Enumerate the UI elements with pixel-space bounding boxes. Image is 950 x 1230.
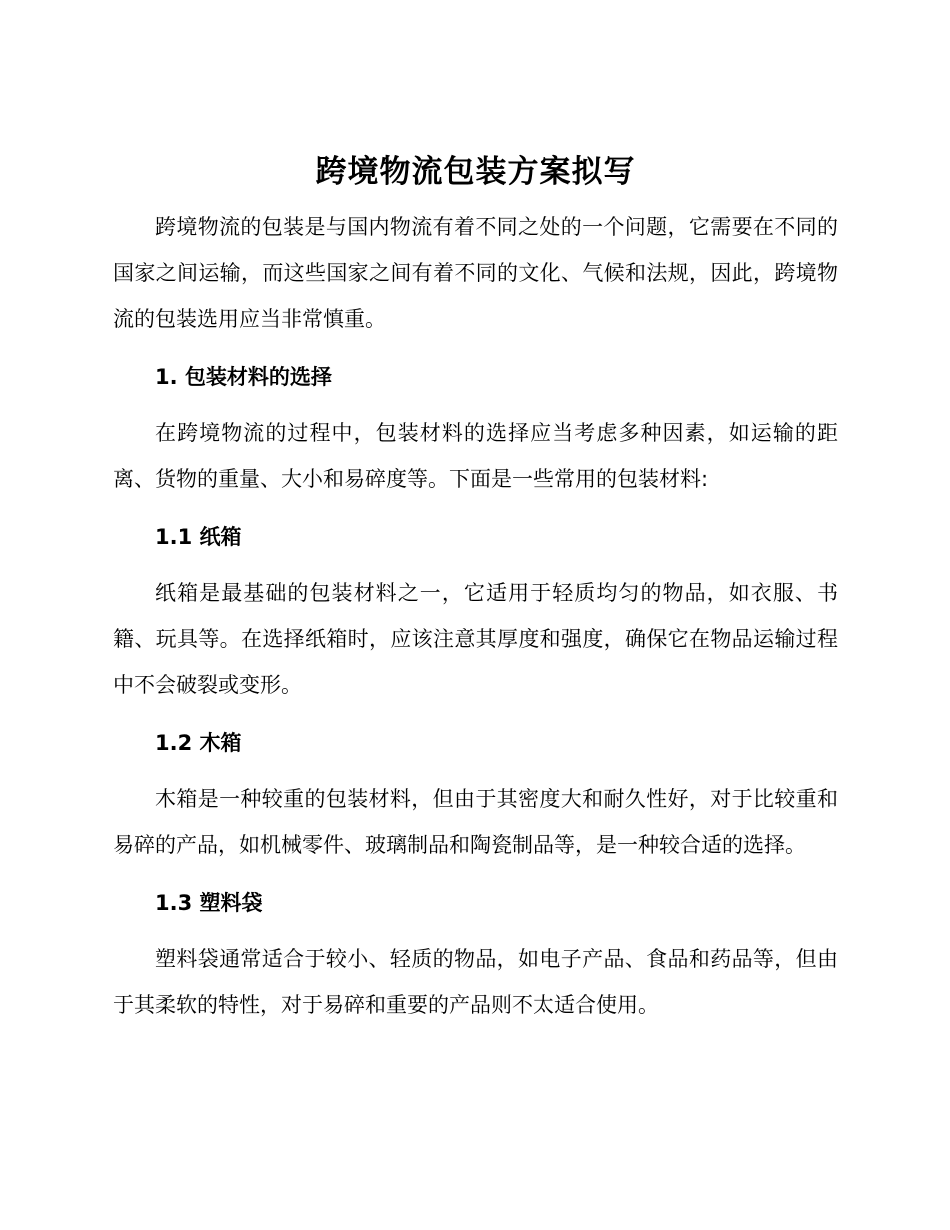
document-title: 跨境物流包装方案拟写	[315, 154, 636, 190]
section-paragraph-wooden-box: 木箱是一种较重的包装材料，但由于其密度大和耐久性好，对于比较重和易碎的产品，如机械零件、玻璃制品和陶瓷制品等，是一种较合适的选择。	[113, 787, 838, 857]
section-heading-plastic-bag: 1.3 塑料袋	[155, 891, 263, 915]
intro-paragraph: 跨境物流的包装是与国内物流有着不同之处的一个问题，它需要在不同的国家之间运输，而这些国家之间有着不同的文化、气候和法规，因此，跨境物流的包装选用应当非常慎重。	[113, 215, 838, 331]
section-paragraph-carton: 纸箱是最基础的包装材料之一，它适用于轻质均匀的物品，如衣服、书籍、玩具等。在选择纸箱时，应该注意其厚度和强度，确保它在物品运输过程中不会破裂或变形。	[113, 581, 838, 697]
section-heading-materials: 1. 包装材料的选择	[155, 365, 332, 389]
section-heading-carton: 1.1 纸箱	[155, 525, 242, 549]
section-heading-wooden-box: 1.2 木箱	[155, 731, 242, 755]
section-paragraph-materials: 在跨境物流的过程中，包装材料的选择应当考虑多种因素，如运输的距离、货物的重量、大小和易碎度等。下面是一些常用的包装材料:	[113, 421, 838, 491]
section-paragraph-plastic-bag: 塑料袋通常适合于较小、轻质的物品，如电子产品、食品和药品等，但由于其柔软的特性，对于易碎和重要的产品则不太适合使用。	[113, 947, 838, 1017]
